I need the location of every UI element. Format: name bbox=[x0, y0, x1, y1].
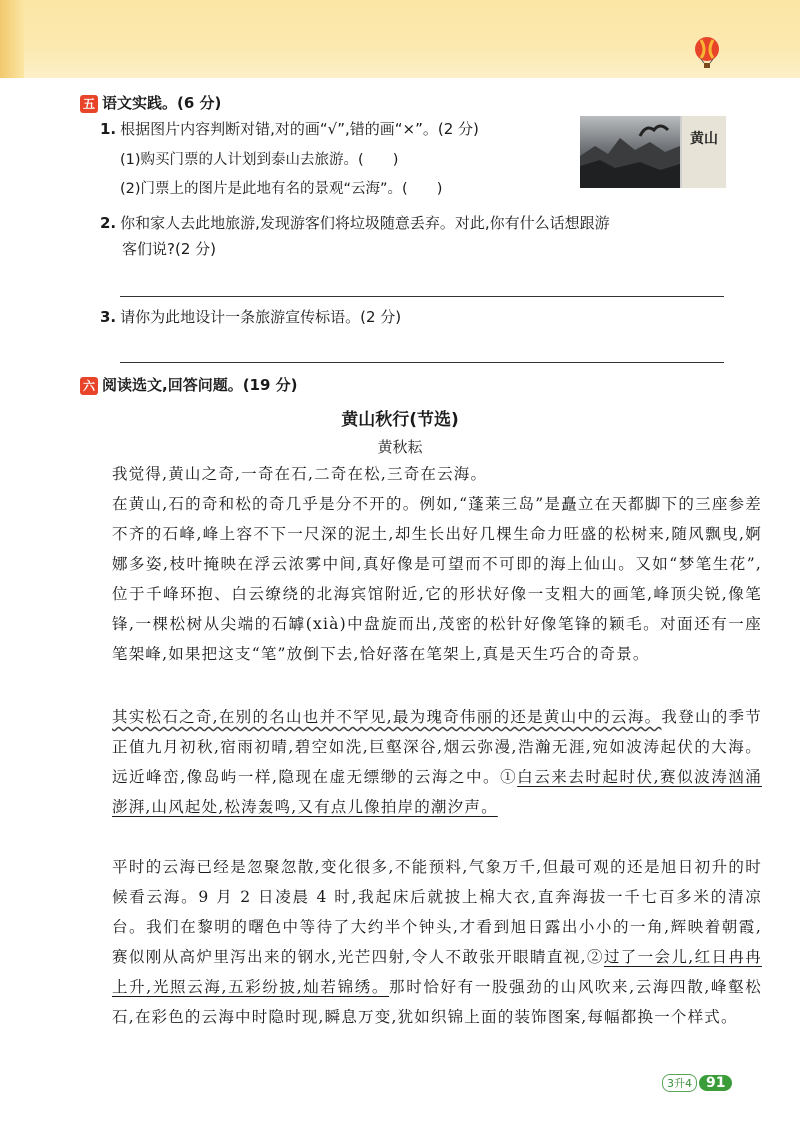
wavy-underlined-sentence: 其实松石之奇,在别的名山也并不罕见,最为瑰奇伟丽的还是黄山中的云海。 bbox=[112, 708, 662, 726]
hot-air-balloon-icon bbox=[690, 36, 724, 70]
paragraph-2: 在黄山,石的奇和松的奇几乎是分不开的。例如,“蓬莱三岛”是矗立在天都脚下的三座参差不齐的石峰,峰上容不下一尺深的泥土,却生长出好几棵生命力旺盛的松树来,随风飘曳,婀娜多姿,枝叶掩映在浮云浓雾中间,真好像是可望而不可即的海上仙山。又如“梦笔生花”,位于千峰环抱、白云缭绕的北海宾馆附近,它的形状好像一支粗大的画笔,峰顶尖锐,像笔锋,一棵松树从尖端的石罅(xià)中盘旋而出,茂密的松针好像笔锋的颖毛。对面还有一座笔架峰,如果把这支“笔”放倒下去,恰好落在笔架上,真是天生巧合的奇景。 bbox=[112, 495, 762, 663]
underlined-sentence-1: 白云来去时起时伏,赛似波涛汹涌澎湃,山风起处,松涛轰鸣,又有点儿像拍岸的潮汐声。 bbox=[112, 768, 763, 816]
sea-of-clouds-scene bbox=[580, 116, 680, 188]
paragraph-1: 我觉得,黄山之奇,一奇在石,二奇在松,三奇在云海。 bbox=[112, 465, 488, 483]
answer-line-q2[interactable] bbox=[120, 296, 724, 297]
paragraph-3: 其实松石之奇,在别的名山也并不罕见,最为瑰奇伟丽的还是黄山中的云海。我登山的季节正值九月初秋,宿雨初晴,碧空如洗,巨壑深谷,烟云弥漫,浩瀚无涯,宛如波涛起伏的大海。远近峰峦,像岛屿一样,隐现在虚无缥缈的云海之中。①白云来去时起时伏,赛似波涛汹涌澎湃,山风起处,松涛轰鸣,又有点儿像拍岸的潮汐声。 bbox=[112, 708, 763, 816]
answer-line-q3[interactable] bbox=[120, 362, 724, 363]
question-1-sub-1: (1)购买门票的人计划到泰山去旅游。( ) bbox=[120, 152, 399, 168]
page-header-band bbox=[0, 0, 800, 78]
article-author: 黄秋耘 bbox=[377, 438, 423, 456]
section-six-heading: 六 阅读选文,回答问题。(19 分) bbox=[80, 374, 298, 395]
question-1: 1. 根据图片内容判断对错,对的画“√”,错的画“×”。(2 分) bbox=[100, 120, 479, 138]
section-five-heading: 五 语文实践。(6 分) bbox=[80, 92, 221, 113]
article-title: 黄山秋行(节选) bbox=[341, 410, 459, 430]
section-six-badge: 六 bbox=[80, 377, 98, 395]
paragraph-4: 平时的云海已经是忽聚忽散,变化很多,不能预料,气象万千,但最可观的还是旭日初升的时候看云海。9 月 2 日凌晨 4 时,我起床后就披上棉大衣,直奔海拔一千七百多米的清凉台。我们在黎明的曙色中等待了大约半个钟头,才看到旭日露出小小的一角,辉映着朝霞,赛似刚从高炉里泻出来的钢水,光芒四射,令人不敢张开眼睛直视,②过了一会儿,红日冉冉上升,光照云海,五彩纷披,灿若锦绣。那时恰好有一股强劲的山风吹来,云海四散,峰壑松石,在彩色的云海中时隐时现,瞬息万变,犹如织锦上面的装饰图案,每幅都换一个样式。 bbox=[112, 858, 762, 1026]
underlined-sentence-2: 过了一会儿,红日冉冉上升,光照云海,五彩纷披,灿若锦绣。 bbox=[112, 948, 762, 996]
ticket-stub: 黄山 bbox=[682, 116, 726, 188]
marker-2: ② bbox=[586, 948, 604, 966]
grade-tag: 3升4 bbox=[662, 1074, 697, 1092]
question-1-sub-2: (2)门票上的图片是此地有名的景观“云海”。( ) bbox=[120, 181, 443, 197]
question-3: 3. 请你为此地设计一条旅游宣传标语。(2 分) bbox=[100, 308, 402, 326]
question-2: 2. 你和家人去此地旅游,发现游客们将垃圾随意丢弃。对此,你有什么话想跟游 客们说?(2 分) bbox=[100, 214, 610, 258]
header-edge bbox=[0, 0, 24, 78]
huangshan-ticket-photo bbox=[580, 116, 726, 188]
marker-1: ① bbox=[500, 768, 518, 786]
page-number bbox=[662, 1072, 732, 1092]
page-number-badge: 91 bbox=[699, 1075, 732, 1091]
section-five-badge: 五 bbox=[80, 95, 98, 113]
